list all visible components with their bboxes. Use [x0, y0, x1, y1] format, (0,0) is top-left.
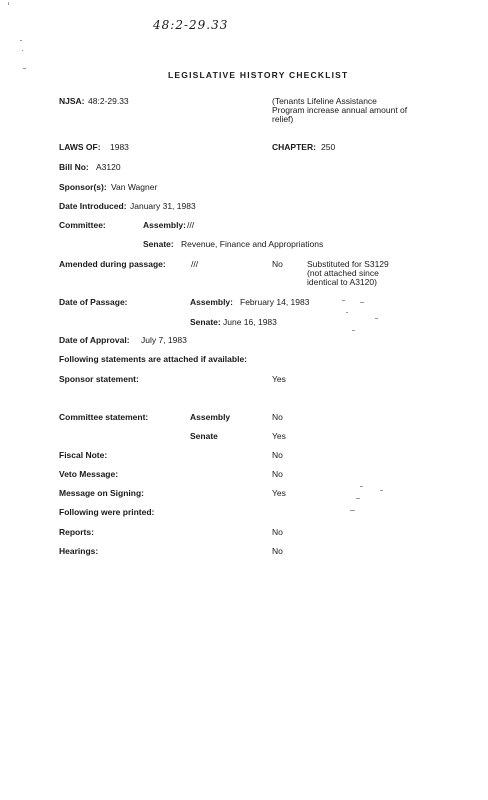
- scan-speck: [8, 2, 9, 5]
- scan-speck: [22, 50, 23, 51]
- committee-senate-label: Senate:: [143, 239, 174, 249]
- amended-value: ///: [191, 259, 199, 269]
- committee-statement-assembly-value: No: [272, 412, 283, 422]
- reports-label: Reports:: [59, 527, 94, 537]
- sponsors-value: Van Wagner: [111, 182, 158, 192]
- handwritten-reference: 48:2-29.33: [153, 18, 229, 32]
- passage-senate-label: Senate:: [190, 317, 221, 327]
- scan-speck: [23, 68, 26, 69]
- chapter-value: 250: [321, 142, 336, 152]
- veto-message-value: No: [272, 469, 283, 479]
- date-introduced-label: Date Introduced:: [59, 201, 127, 211]
- printed-heading: Following were printed:: [59, 507, 155, 517]
- reports-value: No: [272, 527, 283, 537]
- njsa-label: NJSA:: [59, 96, 85, 106]
- scan-speck: [356, 498, 360, 499]
- approval-value: July 7, 1983: [141, 335, 187, 345]
- scan-speck: [20, 40, 22, 41]
- attached-heading: Following statements are attached if available:: [59, 354, 247, 364]
- scan-speck: [352, 330, 355, 331]
- sponsor-statement-label: Sponsor statement:: [59, 374, 139, 384]
- scan-speck: [350, 510, 355, 511]
- document-title: LEGISLATIVE HISTORY CHECKLIST: [168, 70, 349, 80]
- scan-speck: [360, 302, 364, 303]
- amended-label: Amended during passage:: [59, 259, 166, 269]
- njsa-value: 48:2-29.33: [88, 96, 129, 106]
- scan-speck: [360, 486, 363, 487]
- scan-speck: [346, 312, 348, 313]
- scan-speck: [375, 318, 378, 319]
- committee-assembly-label: Assembly:: [143, 220, 186, 230]
- passage-assembly-value: February 14, 1983: [240, 297, 310, 307]
- passage-label: Date of Passage:: [59, 297, 128, 307]
- scan-speck: [380, 490, 383, 491]
- laws-of-value: 1983: [110, 142, 129, 152]
- sponsor-statement-value: Yes: [272, 374, 286, 384]
- sponsors-label: Sponsor(s):: [59, 182, 107, 192]
- approval-label: Date of Approval:: [59, 335, 130, 345]
- bill-no-label: Bill No:: [59, 162, 89, 172]
- passage-assembly-label: Assembly:: [190, 297, 233, 307]
- date-introduced-value: January 31, 1983: [130, 201, 196, 211]
- scan-speck: [342, 300, 345, 301]
- committee-statement-label: Committee statement:: [59, 412, 149, 422]
- amended-answer: No: [272, 259, 283, 269]
- committee-senate-value: Revenue, Finance and Appropriations: [181, 239, 324, 249]
- committee-statement-senate-value: Yes: [272, 431, 286, 441]
- amended-note-line-2: (not attached since: [307, 268, 379, 278]
- amended-note-line-3: identical to A3120): [307, 277, 377, 287]
- passage-senate-value: June 16, 1983: [223, 317, 277, 327]
- committee-statement-assembly-label: Assembly: [190, 412, 231, 422]
- fiscal-note-label: Fiscal Note:: [59, 450, 108, 460]
- committee-statement-senate-label: Senate: [190, 431, 218, 441]
- bill-no-value: A3120: [96, 162, 121, 172]
- message-on-signing-label: Message on Signing:: [59, 488, 145, 498]
- committee-assembly-value: ///: [187, 220, 195, 230]
- laws-of-label: LAWS OF:: [59, 142, 101, 152]
- description-line-3: relief): [272, 114, 294, 124]
- hearings-label: Hearings:: [59, 546, 99, 556]
- description-line-1: (Tenants Lifeline Assistance: [272, 96, 377, 106]
- hearings-value: No: [272, 546, 283, 556]
- amended-note-line-1: Substituted for S3129: [307, 259, 389, 269]
- fiscal-note-value: No: [272, 450, 283, 460]
- description-line-2: Program increase annual amount of: [272, 105, 408, 115]
- veto-message-label: Veto Message:: [59, 469, 119, 479]
- committee-label: Committee:: [59, 220, 106, 230]
- message-on-signing-value: Yes: [272, 488, 286, 498]
- chapter-label: CHAPTER:: [272, 142, 316, 152]
